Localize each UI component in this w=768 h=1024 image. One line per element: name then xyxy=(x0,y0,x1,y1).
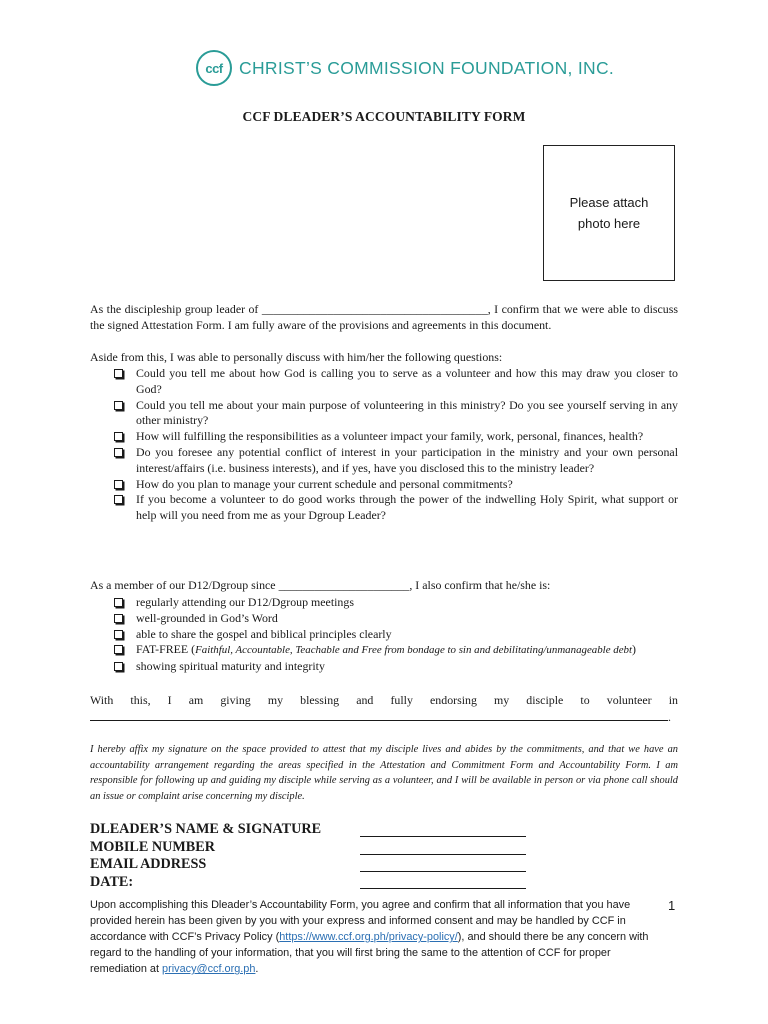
list-item xyxy=(90,611,678,627)
sign-field-name: DLEADER’S NAME & SIGNATURE xyxy=(90,821,322,837)
confirmation-text: well-grounded in God’s Word xyxy=(136,610,278,625)
question-text: Could you tell me about how God is calling you to serve as a volunteer and how this may draw you closer to God? xyxy=(136,366,678,396)
checkbox-icon[interactable] xyxy=(114,614,123,623)
member-intro xyxy=(90,578,678,594)
intro-paragraph xyxy=(90,302,678,334)
privacy-text-2: ), and should there be any concern with regard to the handling of your information, that you will first bring the same to the attention of CCF for proper remediation at xyxy=(90,931,649,976)
question-text: Do you foresee any potential conflict of interest in your participation in the ministry and your own personal interest/affairs (i.e. business interests), and if yes, have you disclosed this to the ministry leader? xyxy=(136,444,678,475)
checkbox-icon[interactable] xyxy=(114,662,123,671)
mobile-number-line[interactable] xyxy=(360,854,526,855)
logo-text: ccf xyxy=(205,60,223,76)
checkbox-icon[interactable] xyxy=(114,598,123,607)
confirmation-text: regularly attending our D12/Dgroup meetings xyxy=(136,595,354,609)
photo-box-line2: photo here xyxy=(577,216,641,231)
list-item xyxy=(90,366,678,398)
privacy-text-3: . xyxy=(255,963,259,976)
list-item xyxy=(90,492,678,524)
name-signature-line[interactable] xyxy=(360,836,526,837)
privacy-notice xyxy=(90,897,656,977)
checkbox-icon[interactable] xyxy=(114,495,123,504)
privacy-email-link[interactable]: privacy@ccf.org.ph xyxy=(162,963,256,976)
checkbox-icon[interactable] xyxy=(114,480,123,489)
member-text-2: , I also confirm that he/she is: xyxy=(409,578,551,592)
page-number: 1 xyxy=(668,898,676,913)
sign-field-mobile: MOBILE NUMBER xyxy=(90,839,215,855)
list-item xyxy=(90,445,678,477)
question-text: Could you tell me about your main purpose of volunteering in this ministry? Do you see yourself serving in any other ministry? xyxy=(136,397,678,428)
ccf-logo-icon xyxy=(196,50,232,86)
list-item xyxy=(90,627,678,643)
affirmation-paragraph: I hereby affix my signature on the space provided to attest that my disciple lives and abides by the commitments, and that we have an accountability arrangement regarding the areas specified in the Attestation and Commitment Form and Accountability Form. I am responsible for following up and guiding my disciple while serving as a volunteer, and I will be available in person or via phone call should an issue or complaint arise concerning my disciple. xyxy=(90,744,678,802)
checkbox-icon[interactable] xyxy=(114,448,123,457)
list-item xyxy=(90,642,678,659)
checkbox-icon[interactable] xyxy=(114,401,123,410)
member-text-1: As a member of our D12/Dgroup since xyxy=(90,578,279,592)
since-date-blank[interactable]: ______________________ xyxy=(278,578,410,592)
intro-text-1: As the discipleship group leader of xyxy=(90,302,262,316)
confirmation-text: able to share the gospel and biblical principles clearly xyxy=(136,626,392,641)
endorsement-line2 xyxy=(90,709,678,726)
privacy-policy-link[interactable]: https://www.ccf.org.ph/privacy-policy/ xyxy=(279,931,458,944)
photo-attachment-box[interactable] xyxy=(543,145,675,281)
organization-name: CHRIST’S COMMISSION FOUNDATION, INC. xyxy=(239,57,615,78)
questions-intro: Aside from this, I was able to personally discuss with him/her the following questions: xyxy=(90,350,503,364)
checkbox-icon[interactable] xyxy=(114,630,123,639)
photo-box-line1: Please attach xyxy=(569,195,649,210)
list-item xyxy=(90,659,678,675)
questions-list xyxy=(90,366,678,524)
question-text: If you become a volunteer to do good works through the power of the indwelling Holy Spirit, what support or help will you need from me as your Dgroup Leader? xyxy=(136,492,678,523)
list-item xyxy=(90,595,678,611)
list-item xyxy=(90,429,678,445)
endorsement-line1: With this, I am giving my blessing and fully endorsing my disciple to volunteer in xyxy=(90,693,678,707)
question-text: How do you plan to manage your current schedule and personal commitments? xyxy=(136,476,513,491)
endorsement-end: . xyxy=(668,710,671,724)
list-item xyxy=(90,477,678,493)
fat-free-definition: Faithful, Accountable, Teachable and Free from bondage to sin and debilitating/unmanageable debt xyxy=(195,644,633,657)
confirmation-text: FAT-FREE ( xyxy=(136,642,196,657)
date-line[interactable] xyxy=(360,888,526,889)
ministry-blank[interactable] xyxy=(90,709,668,721)
disciple-name-blank[interactable]: ______________________________________ xyxy=(261,302,488,316)
sign-field-email: EMAIL ADDRESS xyxy=(90,856,207,872)
org-logo xyxy=(196,47,614,89)
checkbox-icon[interactable] xyxy=(114,645,123,654)
confirmation-close: ) xyxy=(632,642,636,657)
checkbox-icon[interactable] xyxy=(114,432,123,441)
privacy-text-1: Upon accomplishing this Dleader’s Accountability Form, you agree and confirm that all information that you have provided herein has been given by you with your express and informed consent and may be handled by CCF in accordance with CCF’s Privacy Policy ( xyxy=(90,899,631,944)
confirmation-text: showing spiritual maturity and integrity xyxy=(136,659,325,674)
intro-text-2: , I confirm that we were able to discuss the signed Attestation Form. I am fully aware of the provisions and agreements in this document. xyxy=(90,302,679,332)
question-text: How will fulfilling the responsibilities as a volunteer impact your family, work, personal, finances, health? xyxy=(136,429,644,444)
checkbox-icon[interactable] xyxy=(114,369,123,378)
list-item xyxy=(90,398,678,430)
sign-field-date: DATE: xyxy=(90,874,134,890)
confirmations-list xyxy=(90,595,678,675)
form-title: CCF DLEADER’S ACCOUNTABILITY FORM xyxy=(242,109,526,124)
email-address-line[interactable] xyxy=(360,871,526,872)
photo-box-label xyxy=(570,192,649,234)
